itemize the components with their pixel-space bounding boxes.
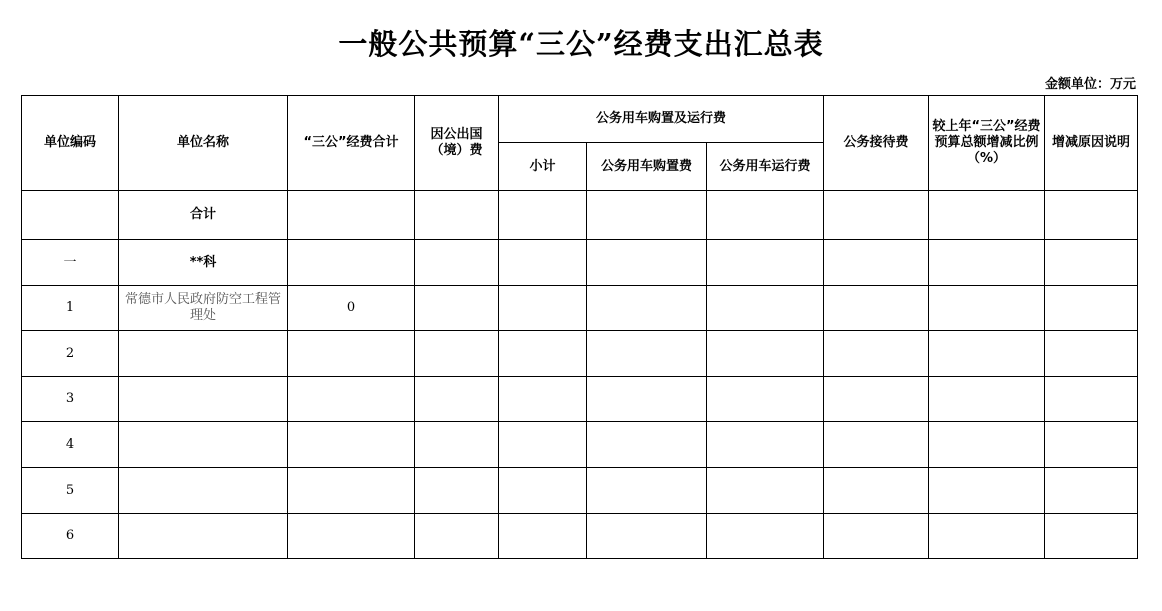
row-cell [707, 377, 824, 422]
row-name [119, 331, 288, 377]
row-cell [929, 468, 1045, 514]
row-cell [707, 191, 824, 240]
row-cell [707, 240, 824, 286]
row-code: 2 [22, 331, 119, 377]
row-cell [824, 191, 929, 240]
row-cell [929, 191, 1045, 240]
row-total [288, 514, 415, 559]
row-cell [415, 377, 499, 422]
row-cell [415, 331, 499, 377]
row-cell [1045, 514, 1138, 559]
row-name [119, 422, 288, 468]
row-cell [824, 514, 929, 559]
row-code: 一 [22, 240, 119, 286]
header-subtotal: 小计 [499, 143, 587, 191]
row-cell [499, 422, 587, 468]
table-row [22, 331, 1138, 377]
header-unit-code: 单位编码 [22, 96, 119, 191]
header-reception-expense: 公务接待费 [824, 96, 929, 191]
sangong-expense-table [21, 95, 1138, 559]
row-cell [1045, 331, 1138, 377]
row-cell [587, 422, 707, 468]
row-cell [1045, 468, 1138, 514]
row-cell [587, 240, 707, 286]
row-cell [824, 468, 929, 514]
row-cell [707, 468, 824, 514]
row-cell [499, 191, 587, 240]
row-cell [1045, 422, 1138, 468]
row-name [119, 468, 288, 514]
header-unit-name: 单位名称 [119, 96, 288, 191]
row-total [288, 331, 415, 377]
row-cell [707, 514, 824, 559]
row-cell [824, 422, 929, 468]
row-code [22, 191, 119, 240]
row-name [119, 514, 288, 559]
table-row [22, 377, 1138, 422]
row-cell [587, 286, 707, 331]
row-name: 常德市人民政府防空工程管理处 [119, 286, 288, 331]
row-code: 3 [22, 377, 119, 422]
header-sangong-total: “三公”经费合计 [288, 96, 415, 191]
row-cell [587, 331, 707, 377]
row-cell [707, 422, 824, 468]
row-cell [707, 331, 824, 377]
row-cell [1045, 286, 1138, 331]
amount-unit-label: 金额单位：万元 [1044, 77, 1136, 92]
row-name [119, 377, 288, 422]
row-cell [824, 377, 929, 422]
row-cell [415, 468, 499, 514]
header-vehicle-purchase: 公务用车购置费 [587, 143, 707, 191]
row-cell [929, 422, 1045, 468]
row-cell [587, 468, 707, 514]
row-cell [929, 377, 1045, 422]
header-change-ratio: 较上年“三公”经费预算总额增减比例（%） [929, 96, 1045, 191]
header-row-1 [22, 96, 1138, 143]
table-row-total [22, 191, 1138, 240]
row-cell [587, 191, 707, 240]
row-cell [499, 286, 587, 331]
row-cell [499, 468, 587, 514]
row-cell [929, 514, 1045, 559]
table-row-section [22, 240, 1138, 286]
row-cell [415, 286, 499, 331]
row-cell [499, 514, 587, 559]
row-total [288, 422, 415, 468]
page-title: 一般公共预算“三公”经费支出汇总表 [338, 27, 824, 61]
row-cell [415, 240, 499, 286]
row-cell [929, 331, 1045, 377]
table-row [22, 468, 1138, 514]
row-name: 合计 [119, 191, 288, 240]
row-cell [929, 286, 1045, 331]
row-cell [415, 514, 499, 559]
row-cell [824, 286, 929, 331]
row-total [288, 377, 415, 422]
row-code: 4 [22, 422, 119, 468]
row-cell [415, 422, 499, 468]
row-cell [824, 331, 929, 377]
row-cell [824, 240, 929, 286]
row-code: 6 [22, 514, 119, 559]
table-row [22, 514, 1138, 559]
row-cell [415, 191, 499, 240]
row-cell [1045, 240, 1138, 286]
row-total: 0 [288, 286, 415, 331]
row-total [288, 240, 415, 286]
row-cell [587, 377, 707, 422]
table-row [22, 422, 1138, 468]
row-total [288, 468, 415, 514]
row-cell [499, 331, 587, 377]
row-cell [587, 514, 707, 559]
row-cell [929, 240, 1045, 286]
header-vehicle-operation: 公务用车运行费 [707, 143, 824, 191]
row-cell [707, 286, 824, 331]
row-cell [499, 240, 587, 286]
row-code: 1 [22, 286, 119, 331]
row-cell [499, 377, 587, 422]
row-cell [1045, 191, 1138, 240]
header-vehicle-group: 公务用车购置及运行费 [499, 96, 824, 143]
row-code: 5 [22, 468, 119, 514]
row-name: **科 [119, 240, 288, 286]
header-abroad-expense: 因公出国（境）费 [415, 96, 499, 191]
table-row [22, 286, 1138, 331]
row-total [288, 191, 415, 240]
row-cell [1045, 377, 1138, 422]
header-change-reason: 增减原因说明 [1045, 96, 1138, 191]
